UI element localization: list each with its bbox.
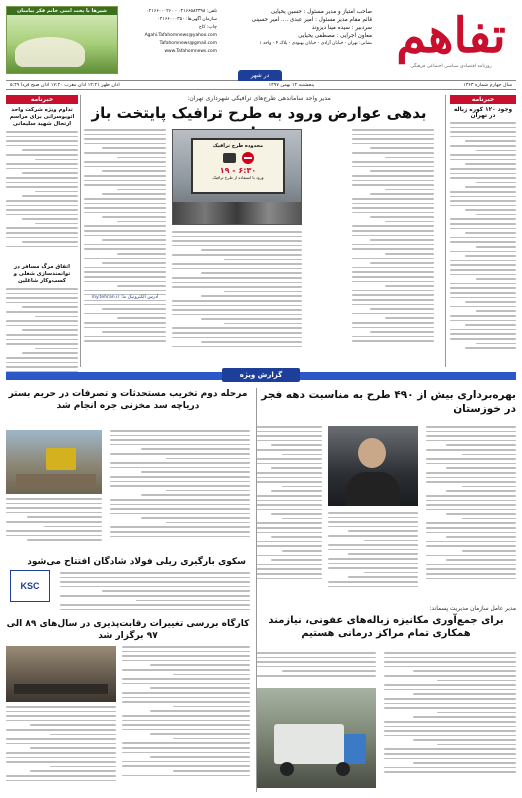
traffic-sign-photo	[172, 129, 302, 225]
issue-number: سال چهارم شماره ۱۳۶۳	[463, 82, 512, 88]
logo-text: تفاهم	[396, 8, 506, 64]
irrigation-body-left	[256, 426, 322, 601]
prayer-times: اذان ظهر ۱۲:۲۱ اذان مغرب ۱۷:۴۰ اذان صبح فردا ۵:۴۹	[10, 82, 120, 88]
email-link[interactable]: Tafahomnews@gmail.com	[159, 41, 217, 46]
workshop-photo	[6, 646, 116, 702]
info-line: صاحب امتیاز و مدیر مسئول : حسین یحیایی	[270, 9, 372, 15]
waste-headline[interactable]: برای جمع‌آوری مکانیزه زباله‌های عفونی، نیازمند همکاری تمام مراکز درمانی هستیم	[268, 615, 504, 639]
contact-info	[127, 8, 217, 56]
story-workshop	[6, 618, 250, 793]
irrigation-body-center	[328, 512, 418, 600]
irrigation-headline[interactable]: بهره‌برداری بیش از ۴۹۰ طرح به مناسبت دهه فجر در خوزستان	[261, 389, 516, 415]
steel-body	[60, 572, 250, 614]
report-label-box	[222, 368, 300, 382]
website-link[interactable]: www.Tafahomnews.com	[164, 49, 217, 54]
main-story-col-left	[84, 129, 166, 365]
divider	[256, 388, 257, 792]
masthead-ad[interactable]	[6, 6, 118, 74]
divider	[445, 95, 446, 367]
irrigation-body-right	[426, 426, 516, 601]
street-traffic	[173, 202, 301, 224]
issue-bar	[6, 80, 516, 90]
workshop-body-left	[6, 706, 116, 791]
waste-body-left	[256, 652, 376, 684]
workshop-headline[interactable]: کارگاه بررسی تغییرات رقابت‌پذیری در سال‌های ۸۹ الی ۹۷ برگزار شد	[6, 619, 250, 641]
demolition-headline[interactable]: مرحله دوم تخریب مستحدثات و تصرفات در حریم بستر دریاچه سد مخزنی جره انجام شد	[8, 389, 248, 411]
left-news-column	[6, 95, 78, 367]
contact-line: تلفن: ۰۲۱۶۶۵۸۲۳۹۸ - ۰۲۱۶۶۰۰۰۲۶۰	[146, 9, 217, 14]
logo	[386, 6, 516, 76]
no-entry-icon	[242, 152, 254, 164]
main-story	[84, 95, 434, 367]
waste-body-right	[384, 652, 516, 790]
right-news-column	[450, 95, 516, 367]
ad-caption: شیرها با پخت امنی خانم فکر پیامتان	[7, 7, 117, 15]
governor-photo	[328, 426, 418, 506]
main-story-col-center	[172, 231, 302, 365]
waste-kicker: مدیر عامل سازمان مدیریت پسماند:	[429, 606, 516, 612]
left-column-headline-2[interactable]: اتفاق مرگ مسافر در توانمندسازی شغلی و کسب‌وکار شاغلین	[13, 264, 71, 284]
right-column-body	[450, 122, 516, 367]
tagline: روزنامه اقتصادی سیاسی اجتماعی فرهنگی	[410, 64, 492, 69]
left-column-headline-1[interactable]: تداوم ویژه شرکت واحد اتوبوسرانی برای مراسم ارتحال شهید سلیمانی	[9, 107, 75, 127]
section-label: در شهر	[250, 72, 270, 79]
info-line: معاون اجرایی : مصطفی یحیایی	[298, 33, 372, 39]
demolition-photo	[6, 430, 102, 494]
traffic-sign	[191, 138, 285, 194]
story-steel	[6, 556, 250, 616]
info-line: سردبیر : سیده مینا دیزوند	[311, 25, 372, 31]
main-story-kicker: مدیر واحد ساماندهی طرح‌های ترافیکی شهرداری تهران:	[187, 95, 331, 102]
contact-line: چاپ: کاج	[198, 25, 217, 30]
garbage-truck-photo	[256, 688, 376, 788]
steel-headline[interactable]: سکوی بارگیری ریلی فولاد شادگان افتتاح می‌شود	[27, 557, 246, 567]
ksc-logo	[10, 570, 50, 602]
ad-image	[15, 37, 85, 67]
section-tab	[238, 70, 282, 81]
sign-hours: ۶:۳۰ - ۱۹	[219, 166, 257, 175]
left-column-header: خبرنامه	[6, 95, 78, 104]
right-column-headline[interactable]: وجود ۱۲۰ کوره زباله در تهران	[453, 107, 513, 119]
report-label: گزارش ویژه	[239, 371, 283, 379]
info-line: نشانی: تهران - خیابان آزادی - خیابان بهبودی - پلاک ۴ - واحد ۱	[259, 41, 372, 46]
email-link[interactable]: Agahi.Tafahomnews@yahoo.com	[144, 33, 217, 38]
right-column-header: خبرنامه	[450, 95, 516, 104]
story-demolition	[6, 388, 250, 553]
website-note[interactable]: آدرس الکترونیک ما: my.tehran.ir	[84, 295, 166, 300]
staff-info	[222, 8, 372, 48]
divider	[80, 95, 81, 367]
demolition-body-right	[110, 430, 250, 550]
left-column-body-1	[6, 131, 78, 261]
workshop-body-right	[122, 646, 250, 791]
sign-text-top: محدوده طرح ترافیک	[212, 143, 264, 149]
main-story-col-right	[352, 129, 434, 365]
ksc-logo-text: KSC	[20, 581, 40, 591]
story-irrigation	[256, 388, 516, 603]
story-waste	[256, 606, 516, 793]
camera-icon	[223, 153, 236, 163]
sign-text-bottom: ورود با استفاده از طرح ترافیک	[212, 175, 264, 180]
demolition-body-left	[6, 498, 102, 550]
main-story-headline[interactable]: بدهی عوارض ورود به طرح ترافیک پایتخت باز	[91, 104, 427, 122]
contact-line: سازمان آگهی‌ها: ۰۲۱۶۶۰۰۰۳۵۰	[157, 17, 217, 22]
info-line: قائم مقام مدیر مسئول : امیر عبدی .... امیر حسینی	[251, 17, 372, 23]
issue-date: پنجشنبه ۱۲ بهمن ۱۳۹۷	[268, 82, 315, 88]
